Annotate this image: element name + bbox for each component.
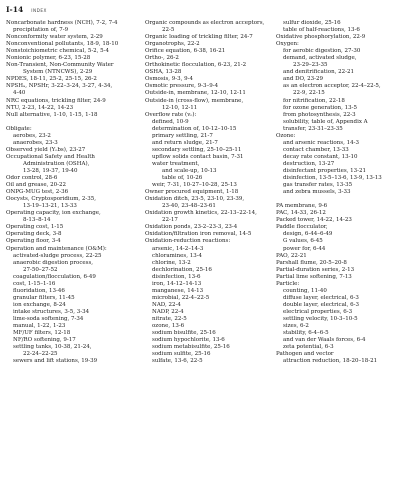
index-entry: solubility, table of, Appendix A — [283, 118, 368, 125]
index-entry: sizes, 6-2 — [283, 323, 309, 330]
index-entry: manual, 1-22, 1-23 — [13, 323, 66, 330]
index-entry: dechlorination, 25-16 — [152, 266, 212, 273]
index-entry: sodium metabisulfite, 25-16 — [152, 344, 230, 351]
index-entry: Nonconventional pollutants, 18-9, 18-10 — [6, 41, 119, 48]
index-entry: 13-19–13-21, 13-33 — [23, 203, 77, 210]
index-entry: and scale-up, 10-13 — [162, 167, 217, 174]
index-entry: weir, 7-31, 10-27–10-28, 25-13 — [152, 182, 237, 189]
index-entry: destruction, 13-27 — [283, 160, 335, 167]
index-entry: Organic compounds as electron acceptors, — [145, 20, 265, 26]
index-entry: sulfate, 13-6, 22-5 — [152, 358, 203, 365]
index-entry — [276, 196, 408, 203]
index-entry: 8-13–8-14 — [23, 217, 51, 224]
running-head-title: INDEX — [31, 8, 47, 13]
index-entry: Orifice equation, 6-38, 16-21 — [145, 48, 226, 55]
index-entry: ozone, 13-6 — [152, 323, 185, 330]
index-entry: sulfur dioxide, 25-16 — [283, 20, 341, 26]
index-entry: Oxidation ponds, 23-2–23-3, 23-4 — [145, 224, 238, 231]
index-entry: manganese, 14-13 — [152, 287, 204, 294]
index-entry: settling velocity, 10-3–10-5 — [283, 315, 358, 322]
index-entry: double layer, electrical, 6-3 — [283, 301, 359, 308]
index-entry: Oxidation/filtration iron removal, 14-5 — [145, 231, 252, 238]
index-entry: Partial lime softening, 7-13 — [276, 273, 352, 280]
index-entry: design, 6-44–6-49 — [283, 231, 333, 238]
index-entry: Odor control, 28-6 — [6, 175, 58, 182]
index-entry: Packed tower, 14-22, 14-23 — [276, 217, 352, 224]
index-entry: NTU, 2-23, 14-22, 14-23 — [6, 104, 74, 111]
index-entry: 13-28, 19-37, 19-40 — [23, 167, 78, 174]
index-entry: Particle: — [276, 280, 300, 287]
index-entry: Noncarbonate hardness (NCH), 7-2, 7-4 — [6, 20, 118, 26]
index-entry: 22-24–22-25 — [23, 351, 58, 358]
index-entry: transfer, 23-31–23-35 — [283, 125, 343, 132]
index-entry: zeta potential, 6-3 — [283, 344, 334, 351]
index-entry: for aerobic digestion, 27-30 — [283, 48, 361, 55]
index-entry: Observed yield (Yₒbs), 23-27 — [6, 146, 86, 153]
index-entry: Occupational Safety and Health — [6, 153, 95, 160]
index-entry: PA membrane, 9-6 — [276, 203, 328, 210]
index-entry: Nonconformity water system, 2-29 — [6, 34, 103, 41]
index-entry: OSHA, 13-28 — [145, 69, 182, 76]
index-entry: Null alternative, 1-10, 1-15, 1-18 — [6, 111, 98, 118]
index-column-3 — [276, 20, 408, 365]
index-entry — [6, 119, 138, 126]
index-entry: and arsenic reactions, 14-3 — [283, 139, 359, 146]
index-entry: Oxidation ditch, 23-5, 23-10, 23-39, — [145, 196, 245, 203]
index-entry: Ortho-, 26-2 — [145, 55, 179, 62]
index-entry: Oxidative phosphorylation, 22-9 — [276, 34, 366, 41]
index-entry: Osmosis, 9-3, 9-4 — [145, 76, 193, 83]
index-entry: chloramines, 13-4 — [152, 252, 203, 259]
index-entry: Nonstoichiometric chemical, 5-2, 5-4 — [6, 48, 110, 55]
index-entry: upflow solids contact basin, 7-31 — [152, 153, 244, 160]
index-entry: NAD, 22-4 — [152, 301, 181, 308]
index-entry: microbial, 22-4–22-5 — [152, 294, 210, 301]
index-entry: and denitrification, 22-21 — [283, 69, 354, 76]
index-entry: stability, 6-4–6-5 — [283, 330, 329, 337]
index-entry: sodium sulfite, 25-16 — [152, 351, 211, 358]
index-entry: contact chamber, 13-33 — [283, 146, 349, 153]
index-entry: nitrate, 22-5 — [152, 315, 187, 322]
index-entry: Paddle flocculator, — [276, 224, 328, 231]
index-entry: determination of, 10-12–10-15 — [152, 125, 237, 132]
index-entry: Parshall flume, 20-5–20-8 — [276, 259, 347, 266]
index-entry: 23-40, 23-48–23-61 — [162, 203, 216, 210]
index-entry: decay rate constant, 13-10 — [283, 153, 358, 160]
index-entry: 22-17 — [162, 217, 178, 224]
index-entry: Oil and grease, 20-22 — [6, 182, 66, 189]
index-entry: Oocysts, Cryptosporidium, 2-35, — [6, 196, 97, 203]
index-entry: ONPG-MUG test, 2-36 — [6, 189, 69, 196]
index-entry: Oxidation growth kinetics, 22-13–22-14, — [145, 210, 257, 217]
index-entry: NF/RO softening, 9-17 — [13, 337, 76, 344]
index-entry: Oxidation-reduction reactions: — [145, 238, 231, 245]
index-entry: PAO, 22-21 — [276, 252, 307, 259]
index-column-1 — [6, 20, 138, 365]
index-entry: iron, 14-12–14-13 — [152, 280, 202, 287]
index-entry: table of half-reactions, 13-6 — [283, 27, 360, 34]
index-entry: Outside-in (cross-flow), membrane, — [145, 97, 244, 104]
index-entry: 22-5 — [162, 27, 175, 34]
index-entry: NADP, 22-4 — [152, 308, 184, 315]
index-entry: for nitrification, 22-18 — [283, 97, 345, 104]
index-entry: Operating cost, 1-15 — [6, 224, 64, 231]
index-entry: Obligate: — [6, 125, 32, 132]
index-entry: 12-10, 12-11 — [162, 104, 198, 111]
index-entry: table of, 10-26 — [162, 175, 203, 182]
index-entry: Oxygen: — [276, 41, 299, 48]
page-number: I-14 — [6, 5, 24, 14]
index-entry: attraction reduction, 18-20–18-21 — [283, 358, 378, 365]
index-entry: 27-50–27-52 — [23, 266, 58, 273]
index-entry: gas transfer rates, 13-35 — [283, 182, 353, 189]
index-entry: Operation and maintenance (O&M): — [6, 245, 107, 252]
index-entry: sodium hypochlorite, 13-6 — [152, 337, 225, 344]
index-entry: 22-9, 22-15 — [293, 90, 325, 97]
index-entry: 4-40 — [13, 90, 26, 97]
index-entry: and van der Waals forces, 6-4 — [283, 337, 366, 344]
index-entry: granular filters, 11-45 — [13, 294, 75, 301]
index-entry: demand, activated sludge, — [283, 55, 357, 62]
index-entry: coagulation/flocculation, 6-49 — [13, 273, 96, 280]
index-entry: disinfectant properties, 13-21 — [283, 167, 367, 174]
index-entry: disinfection, 13-6 — [152, 273, 201, 280]
index-entry: Osmotic pressure, 9-3–9-4 — [145, 83, 219, 90]
index-entry: System (NTNCWS), 2-29 — [23, 69, 93, 76]
index-entry: primary settling, 21-7 — [152, 132, 213, 139]
index-entry: Operating floor, 3-4 — [6, 238, 61, 245]
index-entry: MF/UF filters, 12-18 — [13, 330, 71, 337]
index-entry: Administration (OSHA), — [23, 160, 90, 167]
running-header — [6, 5, 412, 19]
index-entry: chlorine, 13-2 — [152, 259, 191, 266]
index-entry: Partial-duration series, 2-13 — [276, 266, 355, 273]
index-entry: and zebra mussels, 3-33 — [283, 189, 351, 196]
index-entry: power for, 6-44 — [283, 245, 326, 252]
index-entry: sodium bisulfite, 25-16 — [152, 330, 216, 337]
index-entry: precipitation of, 7-9 — [13, 27, 69, 34]
index-entry: Nonionic polymer, 6-23, 15-28 — [6, 55, 91, 62]
index-entry: Organotrophs, 22-2 — [145, 41, 200, 48]
index-entry: for ozone generation, 13-5 — [283, 104, 357, 111]
index-entry: anaerobes, 23-3 — [13, 139, 58, 146]
index-entry: electrical properties, 6-3 — [283, 308, 353, 315]
index-entry: cost, 1-15–1-16 — [13, 280, 56, 287]
index-column-2 — [145, 20, 277, 365]
index-entry: PAC, 14-33, 26-12 — [276, 210, 326, 217]
index-entry: lime-soda softening, 7-34 — [13, 315, 84, 322]
index-entry: aerobes, 23-2 — [13, 132, 51, 139]
index-entry: Orthokinetic flocculation, 6-23, 21-2 — [145, 62, 247, 69]
index-entry: Pathogen and vector — [276, 351, 334, 358]
index-entry: and DO, 23-29 — [283, 76, 324, 83]
index-entry: Non-Transient, Non-Community Water — [6, 62, 114, 69]
index-entry: activated-sludge process, 22-25 — [13, 252, 102, 259]
index-entry: Operating capacity, ion exchange, — [6, 210, 101, 217]
index-entry: Outside-in, membrane, 12-10, 12-11 — [145, 90, 246, 97]
index-entry: disinfection, 13-5–13-6, 13-9, 13-13 — [283, 175, 382, 182]
index-entry: anaerobic digestion process, — [13, 259, 94, 266]
index-entry: secondary settling, 25-10–25-11 — [152, 146, 242, 153]
index-entry: Operating deck, 3-8 — [6, 231, 62, 238]
index-entry: fluoridation, 13-46 — [13, 287, 65, 294]
index-entry: Owner procured equipment, 1-18 — [145, 189, 239, 196]
index-entry: NPSHₐ, NPSHr, 3-22–3-24, 3-27, 4-34, — [6, 83, 113, 90]
index-entry: intake structures, 3-5, 3-34 — [13, 308, 90, 315]
index-entry: Overflow rate (vₒ): — [145, 111, 197, 118]
index-entry: water treatment, — [152, 160, 200, 167]
index-entry: 23-29–23-35 — [293, 62, 328, 69]
index-entry: diffuse layer, electrical, 6-3 — [283, 294, 359, 301]
index-entry: NRC equations, trickling filter, 24-9 — [6, 97, 106, 104]
index-entry: Organic loading of trickling filter, 24-7 — [145, 34, 253, 41]
index-entry: NPDES, 18-11, 25-2, 25-15, 26-2 — [6, 76, 97, 83]
index-entry: G values, 6-45 — [283, 238, 323, 245]
index-entry: defined, 10-9 — [152, 118, 189, 125]
index-entry: settling tanks, 10-38, 21-24, — [13, 344, 92, 351]
index-entry: ion exchange, 8-24 — [13, 301, 66, 308]
index-entry: as an electron acceptor, 22-4–22-5, — [283, 83, 381, 90]
index-entry: from photosynthesis, 22-3 — [283, 111, 356, 118]
index-entry: Ozone: — [276, 132, 296, 139]
index-entry: counting, 11-40 — [283, 287, 327, 294]
index-entry: sewers and lift stations, 19-39 — [13, 358, 98, 365]
index-entry: and return sludge, 21-7 — [152, 139, 218, 146]
index-entry: arsenic, 14-2–14-3 — [152, 245, 204, 252]
